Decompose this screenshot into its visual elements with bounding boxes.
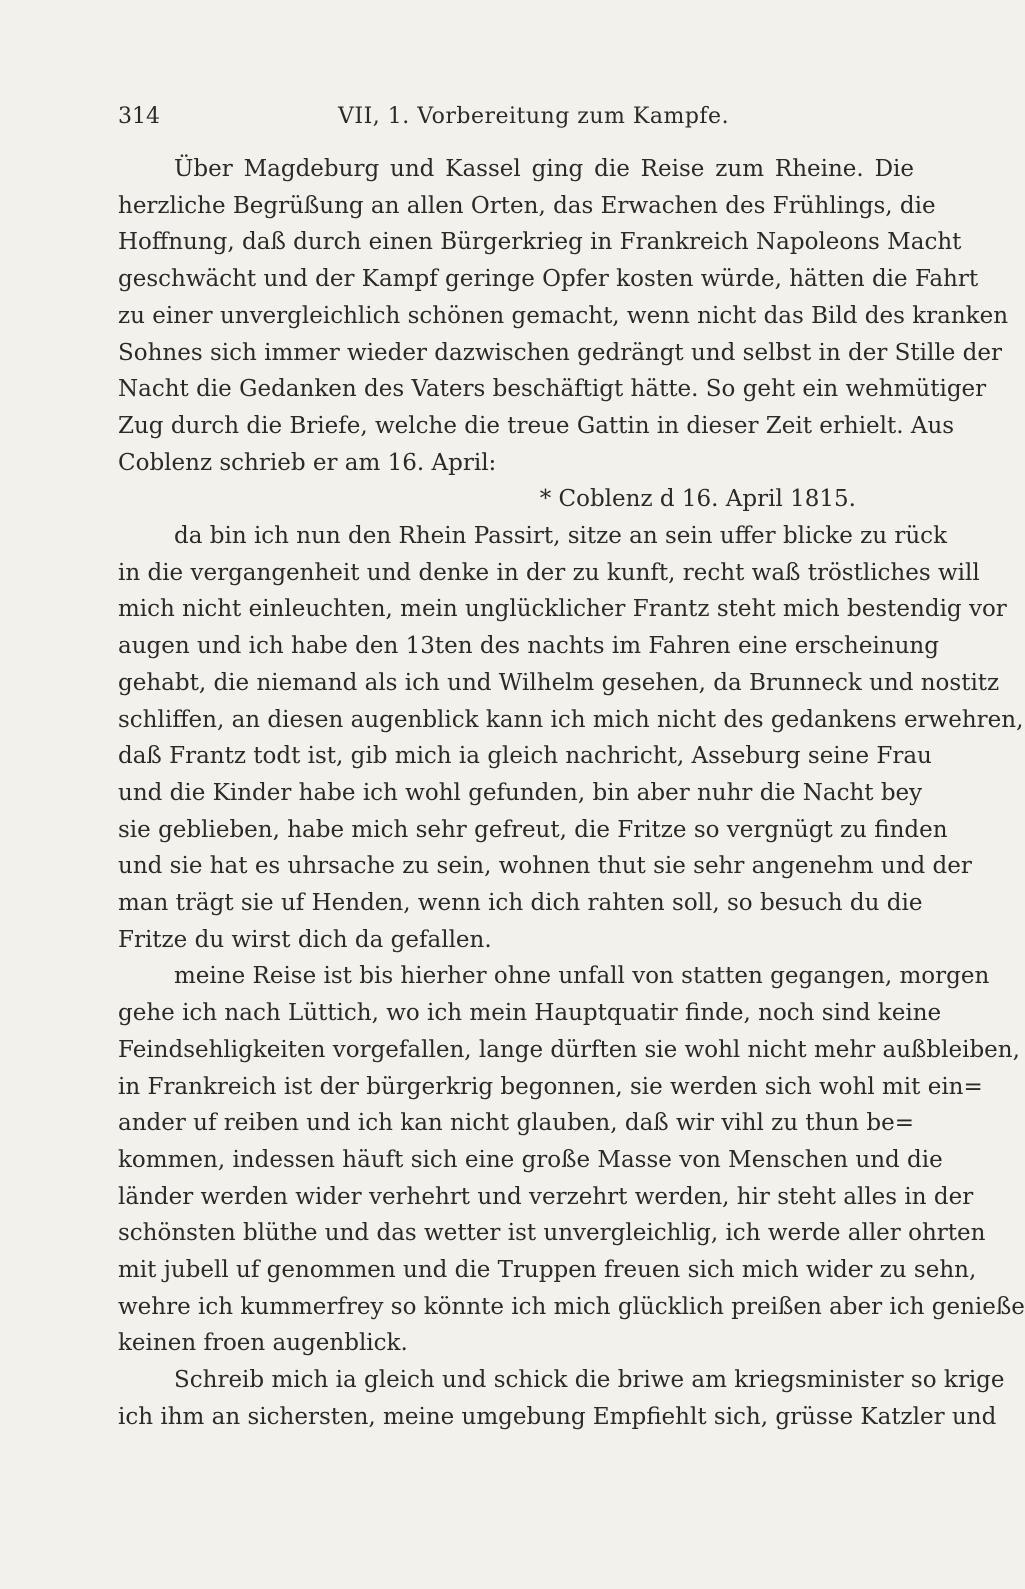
text-line: daß Frantz todt ist, gib mich ia gleich nachricht, Asseburg seine Frau [118,743,932,770]
text-line: meine Reise ist bis hierher ohne unfall von statten gegangen, morgen [174,963,990,990]
text-line: schliffen, an diesen augenblick kann ich mich nicht des gedankens erwehren, [118,706,1024,733]
text-line: gehe ich nach Lüttich, wo ich mein Hauptquatir finde, noch sind keine [118,1000,942,1027]
text-line: schönsten blüthe und das wetter ist unvergleichlig, ich werde aller ohrten [118,1220,986,1247]
text-line: Zug durch die Briefe, welche die treue Gattin in dieser Zeit erhielt. Aus [118,412,955,439]
text-line: geschwächt und der Kampf geringe Opfer kosten würde, hätten die Fahrt [118,266,979,293]
text-line: Nacht die Gedanken des Vaters beschäftigt hätte. So geht ein wehmütiger [118,376,987,403]
text-line: Coblenz schrieb er am 16. April: [118,449,497,476]
text-line: ander uf reiben und ich kan nicht glauben, daß wir vihl zu thun be= [118,1110,914,1137]
text-line: und die Kinder habe ich wohl gefunden, bin aber nuhr die Nacht bey [118,779,923,806]
text-line: länder werden wider verhehrt und verzehrt werden, hir steht alles in der [118,1183,974,1210]
running-head: VII, 1. Vorbereitung zum Kampfe. [338,104,730,129]
text-line: man trägt sie uf Henden, wenn ich dich rahten soll, so besuch du die [118,890,923,916]
page-number: 314 [118,104,160,129]
text-line: gehabt, die niemand als ich und Wilhelm gesehen, da Brunneck und nostitz [118,669,1000,696]
text-line: Feindsehligkeiten vorgefallen, lange dürften sie wohl nicht mehr außbleiben, [118,1036,1020,1063]
text-line: keinen froen augenblick. [118,1330,408,1357]
text-line: Über Magdeburg und Kassel ging die Reise zum Rheine. Die [174,156,914,182]
text-line: und sie hat es uhrsache zu sein, wohnen thut sie sehr angenehm und der [118,853,972,880]
text-line: Schreib mich ia gleich und schick die briwe am kriegsminister so krige [174,1367,1005,1394]
text-line: kommen, indessen häuft sich eine große Masse von Menschen und die [118,1146,943,1173]
text-line: zu einer unvergleichlich schönen gemacht, wenn nicht das Bild des kranken [118,302,1009,329]
text-line: mich nicht einleuchten, mein unglücklicher Frantz steht mich bestendig vor [118,596,1007,623]
text-line: Hoffnung, daß durch einen Bürgerkrieg in Frankreich Napoleons Macht [118,229,962,256]
text-line: augen und ich habe den 13ten des nachts im Fahren eine erscheinung [118,633,939,660]
text-line: in die vergangenheit und denke in der zu kunft, recht waß tröstliches will [118,559,980,586]
text-line: Fritze du wirst dich da gefallen. [118,926,492,953]
text-line: in Frankreich ist der bürgerkrig begonnen, sie werden sich wohl mit ein= [118,1073,983,1100]
text-line: herzliche Begrüßung an allen Orten, das Erwachen des Frühlings, die [118,192,936,219]
letter-dateline: * Coblenz d 16. April 1815. [539,486,856,513]
text-line: mit jubell uf genommen und die Truppen freuen sich mich wider zu sehn, [118,1257,977,1283]
text-line: wehre ich kummerfrey so könnte ich mich glücklich preißen aber ich genieße [118,1293,1025,1320]
text-line: da bin ich nun den Rhein Passirt, sitze an sein uffer blicke zu rück [174,523,948,549]
text-line: sie geblieben, habe mich sehr gefreut, die Fritze so vergnügt zu finden [118,816,948,843]
text-line: ich ihm an sichersten, meine umgebung Empfiehlt sich, grüsse Katzler und [118,1403,997,1430]
text-line: Sohnes sich immer wieder dazwischen gedrängt und selbst in der Stille der [118,339,1002,366]
